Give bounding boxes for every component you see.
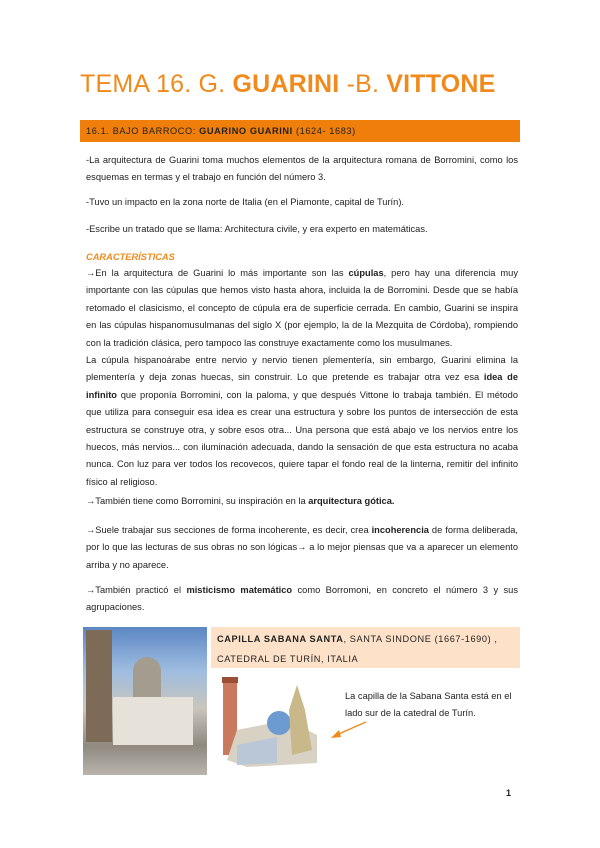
arrow-icon (328, 720, 368, 742)
section-heading (80, 120, 520, 142)
text: →En la arquitectura de Guarini lo más importante son las (86, 268, 349, 278)
text: La cúpula hispanoárabe entre nervio y nervio tienen plementería, sin embargo, Guarini elimina la plementería y deja zonas huecas, sin construir. Lo que pretende es trabajar otra vez esa (86, 355, 518, 383)
bold-text: arquitectura gótica. (308, 496, 395, 506)
intro-paragraph: -Tuvo un impacto en la zona norte de Italia (en el Piamonte, capital de Turín). (86, 197, 404, 207)
cathedral-cutaway-illustration (217, 675, 329, 770)
bold-text: cúpulas (348, 268, 384, 278)
bold-text: idea de infinito (86, 372, 518, 400)
intro-paragraph: -La arquitectura de Guarini toma muchos elementos de la arquitectura romana de Borromini, como los esquemas en termas y el trabajo en función del número 3. (86, 155, 518, 183)
cathedral-facade (113, 697, 193, 745)
work-location: CATEDRAL DE TURÍN, ITALIA (217, 654, 359, 664)
work-name: CAPILLA SABANA SANTA (217, 634, 344, 644)
title-part: TEMA 16. G. (80, 70, 233, 98)
text: , pero hay una diferencia muy importante con las cúpulas que hemos visto hasta ahora, incluida la de Borromini. Desde que se había retomado el clasicismo, el concepto de cúpula era de superficie cerrada. En cambio, Guarini se inspira en las cúpulas hispanomusulmanas del siglo X (por ejemplo, la de la Mezquita de Córdoba), rompiendo con la tradición clásica, pero tampoco las construye exactamente como los musulmanes. (86, 268, 518, 348)
text: que proponía Borromini, con la paloma, y que después Vittone lo trabaja también. El método que utiliza para conseguir esa idea es crear una estructura y sobre los puntos de intersección de esta estructura se construye otra, y sobre esos otra... Una persona que está abajo ve los nervios entre los huecos, más nervios... con iluminación adecuada, dando la sensación de que esta estructura no acaba nunca. Con luz para ver todos los recovecos, quiere tapar el fondo real de la linterna, remitir del infinito físico al religioso. (86, 389, 518, 487)
text: →También practicó el (86, 585, 187, 595)
paragraph-misticismo (86, 582, 518, 617)
dome (133, 657, 161, 697)
title-vittone: VITTONE (386, 70, 496, 98)
page-number: 1 (506, 788, 512, 798)
title-guarini: GUARINI (232, 70, 340, 98)
section-dates: (1624- 1683) (292, 126, 356, 136)
bold-text: misticismo matemático (186, 585, 293, 595)
text: →Suele trabajar sus secciones de forma incoherente, es decir, crea (86, 525, 372, 535)
title-part: -B. (339, 70, 387, 98)
paragraph-incoherencia (86, 522, 518, 574)
work-details: , SANTA SINDONE (1667-1690) , (343, 634, 498, 644)
section-prefix: 16.1. BAJO BARROCO: (86, 126, 200, 136)
cathedral-photo (83, 627, 207, 775)
text: de forma deliberada, por lo que las lecturas de sus obras no son lógicas→ a lo mejor piensas que va a aparecer un elemento arriba y no aparece. (86, 525, 518, 570)
image-caption: La capilla de la Sabana Santa está en el lado sur de la catedral de Turín. (345, 691, 512, 719)
intro-paragraph: -Escribe un tratado que se llama: Architectura civile, y era experto en matemáticas. (86, 224, 428, 234)
characteristics-heading: CARACTERÍSTICAS (86, 252, 175, 262)
text: como Borromoni, en concreto el número 3 y sus agrupaciones. (86, 585, 518, 613)
bold-text: incoherencia (371, 525, 429, 535)
work-heading (211, 627, 520, 668)
paragraph-gotica (86, 493, 518, 510)
page-title (80, 70, 496, 99)
paragraph-cupulas (86, 265, 518, 491)
bell-tower (86, 630, 112, 742)
section-name: GUARINO GUARINI (199, 126, 293, 136)
text: →También tiene como Borromini, su inspiración en la (86, 496, 309, 506)
